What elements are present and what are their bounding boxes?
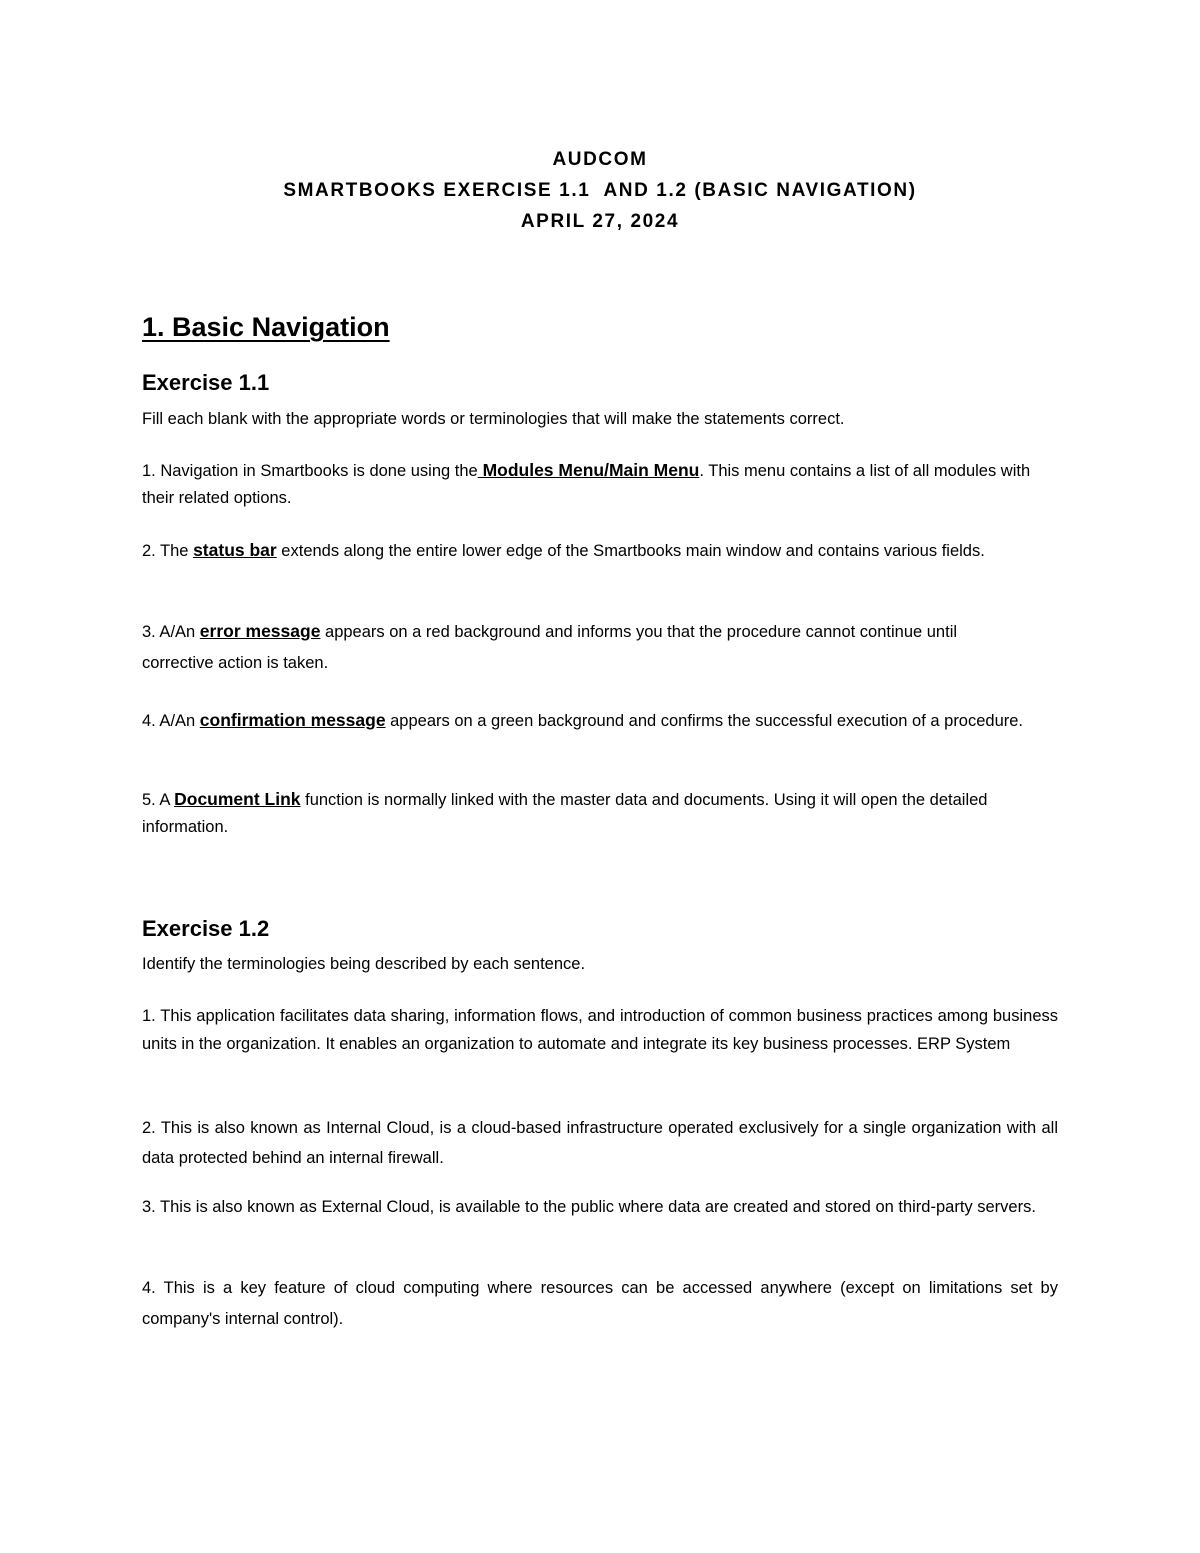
item-answer: Modules Menu/Main Menu xyxy=(477,460,700,480)
item-text-after: appears on a green background and confirms the successful execution of a procedure. xyxy=(385,712,1024,730)
exercise-1-1-item xyxy=(142,707,1058,735)
exercise-1-1-item xyxy=(142,616,1012,679)
item-answer: confirmation message xyxy=(199,710,386,730)
item-answer: Document Link xyxy=(174,789,301,809)
section-title: 1. Basic Navigation xyxy=(142,312,390,342)
exercise-1-2-item: 2. This is also known as Internal Cloud, is a cloud-based infrastructure operated exclusively for a single organization with all data protected behind an internal firewall. xyxy=(142,1119,1058,1167)
header-exercise-title: SMARTBOOKS EXERCISE 1.1 AND 1.2 (BASIC NAVIGATION) xyxy=(283,180,917,201)
item-answer: error message xyxy=(199,621,321,641)
item-text-before: 2. The xyxy=(142,542,194,560)
item-text-after: . This menu contains a list of all modules with their related options. xyxy=(142,462,1031,507)
exercise-1-1-item xyxy=(142,457,1058,512)
exercise-1-2-item: 3. This is also known as External Cloud, is available to the public where data are created and stored on third-party servers. xyxy=(142,1198,1036,1216)
item-text-before: 1. Navigation in Smartbooks is done using the xyxy=(142,462,478,480)
header-date: APRIL 27, 2024 xyxy=(520,211,680,232)
item-text-after: function is normally linked with the master data and documents. Using it will open the detailed information. xyxy=(142,791,988,836)
header-course: AUDCOM xyxy=(552,149,648,170)
item-text-after: appears on a red background and informs you that the procedure cannot continue until corrective action is taken. xyxy=(142,623,958,672)
exercise-1-1-item xyxy=(142,537,1058,565)
exercise-1-1-title: Exercise 1.1 xyxy=(142,370,270,395)
item-text-before: 3. A/An xyxy=(142,623,200,641)
exercise-1-1-instruction: Fill each blank with the appropriate words or terminologies that will make the statements correct. xyxy=(142,410,845,428)
item-text-after: extends along the entire lower edge of the Smartbooks main window and contains various fields. xyxy=(276,542,985,560)
exercise-1-1-item xyxy=(142,786,1058,841)
item-text-before: 5. A xyxy=(142,791,175,809)
exercise-1-2-item: 1. This application facilitates data sharing, information flows, and introduction of common business practices among business units in the organization. It enables an organization to automate and integrate its key business processes. ERP System xyxy=(142,1007,1058,1053)
exercise-1-2-instruction: Identify the terminologies being described by each sentence. xyxy=(142,955,586,973)
exercise-1-2-item: 4. This is a key feature of cloud computing where resources can be accessed anywhere (except on limitations set by company's internal control). xyxy=(142,1279,1058,1328)
document-header xyxy=(0,144,1200,237)
exercise-1-2-title: Exercise 1.2 xyxy=(142,916,270,941)
item-answer: status bar xyxy=(193,540,277,560)
item-text-before: 4. A/An xyxy=(142,712,200,730)
